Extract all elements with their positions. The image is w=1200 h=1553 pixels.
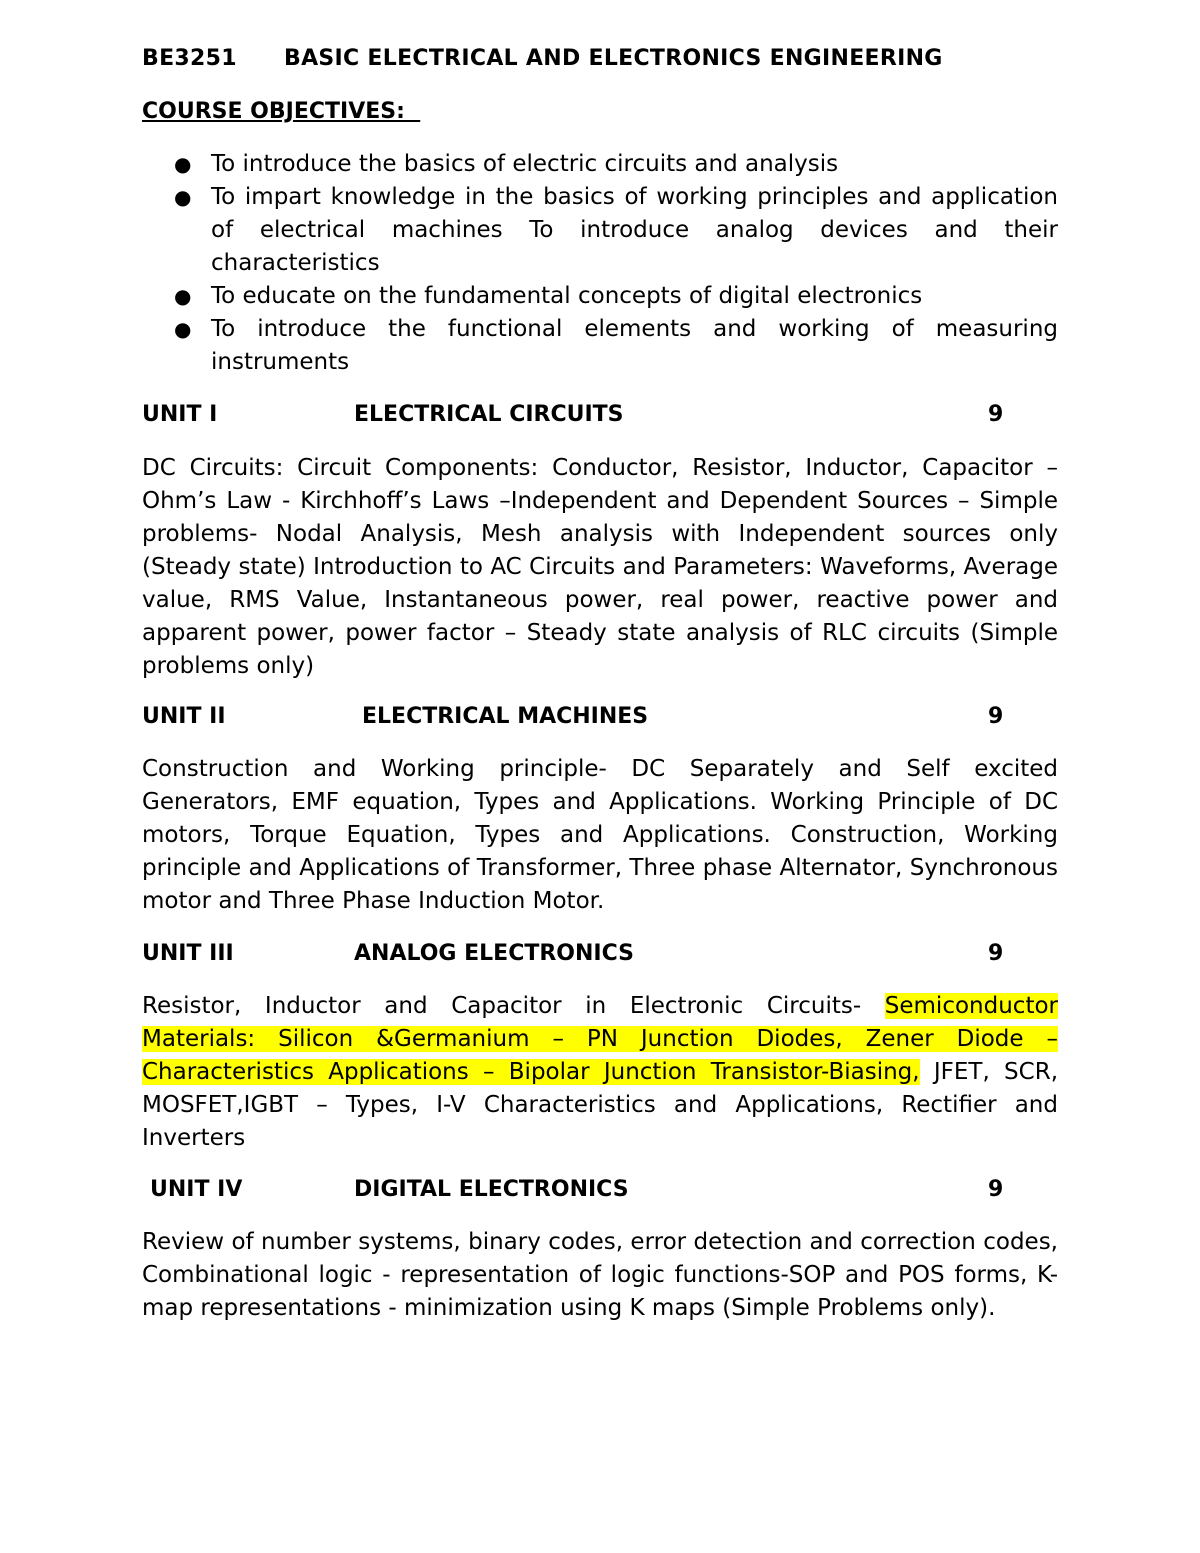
unit-hours: 9 [988,704,1004,729]
objectives-list [142,148,1058,379]
objective-item: ● To impart knowledge in the basics of working principles and application of electrical machines To introduce analog devices and their characteristics [142,181,1058,280]
unit-hours: 9 [988,402,1004,427]
unit-3-text: Resistor, Inductor and Capacitor in Electronic Circuits- [142,993,885,1019]
objective-item: ● To educate on the fundamental concepts of digital electronics [142,280,1058,313]
highlighted-text: Semiconductor Materials: Silicon &Germanium – PN Junction Diodes, Zener Diode – Characteristics Applications – Bipolar Junction Transistor-Biasing, [142,993,1058,1085]
objective-item: ● To introduce the functional elements and working of measuring instruments [142,313,1058,379]
unit-3-text: JFET, SCR, MOSFET,IGBT – Types, I-V Characteristics and Applications, Rectifier and Inverters [142,1059,1059,1151]
unit-hours: 9 [988,1177,1004,1202]
unit-label: UNIT II [142,704,226,729]
unit-1-body: DC Circuits: Circuit Components: Conductor, Resistor, Inductor, Capacitor – Ohm’s Law - Kirchhoff’s Laws –Independent and Dependent Sources – Simple problems- Nodal Analysis, Mesh analysis with Independent sources only (Steady state) Introduction to AC Circuits and Parameters: Waveforms, Average value, RMS Value, Instantaneous power, real power, reactive power and apparent power, power factor – Steady state analysis of RLC circuits (Simple problems only) [142,455,1058,679]
bullet-icon: ● [174,284,192,308]
unit-name: ELECTRICAL CIRCUITS [354,402,624,427]
unit-3-body [142,990,1058,1155]
course-title: BASIC ELECTRICAL AND ELECTRONICS ENGINEERING [284,46,943,71]
bullet-icon: ● [174,317,192,341]
course-code: BE3251 [142,46,237,71]
unit-label: UNIT I [142,402,218,427]
unit-4-body: Review of number systems, binary codes, error detection and correction codes, Combinational logic - representation of logic functions-SOP and POS forms, K-map representations - minimization using K maps (Simple Problems only). [142,1229,1058,1321]
course-header [142,46,943,71]
unit-2-body: Construction and Working principle- DC Separately and Self excited Generators, EMF equation, Types and Applications. Working Principle of DC motors, Torque Equation, Types and Applications. Construction, Working principle and Applications of Transformer, Three phase Alternator, Synchronous motor and Three Phase Induction Motor. [142,756,1058,914]
unit-name: DIGITAL ELECTRONICS [354,1177,629,1202]
objectives-heading: COURSE OBJECTIVES: [142,99,421,124]
unit-label: UNIT III [142,941,234,966]
bullet-icon: ● [174,152,192,176]
unit-hours: 9 [988,941,1004,966]
unit-name: ELECTRICAL MACHINES [362,704,649,729]
unit-label: UNIT IV [150,1177,243,1202]
bullet-icon: ● [174,185,192,209]
unit-name: ANALOG ELECTRONICS [354,941,634,966]
objective-item: ● To introduce the basics of electric circuits and analysis [142,148,1058,181]
